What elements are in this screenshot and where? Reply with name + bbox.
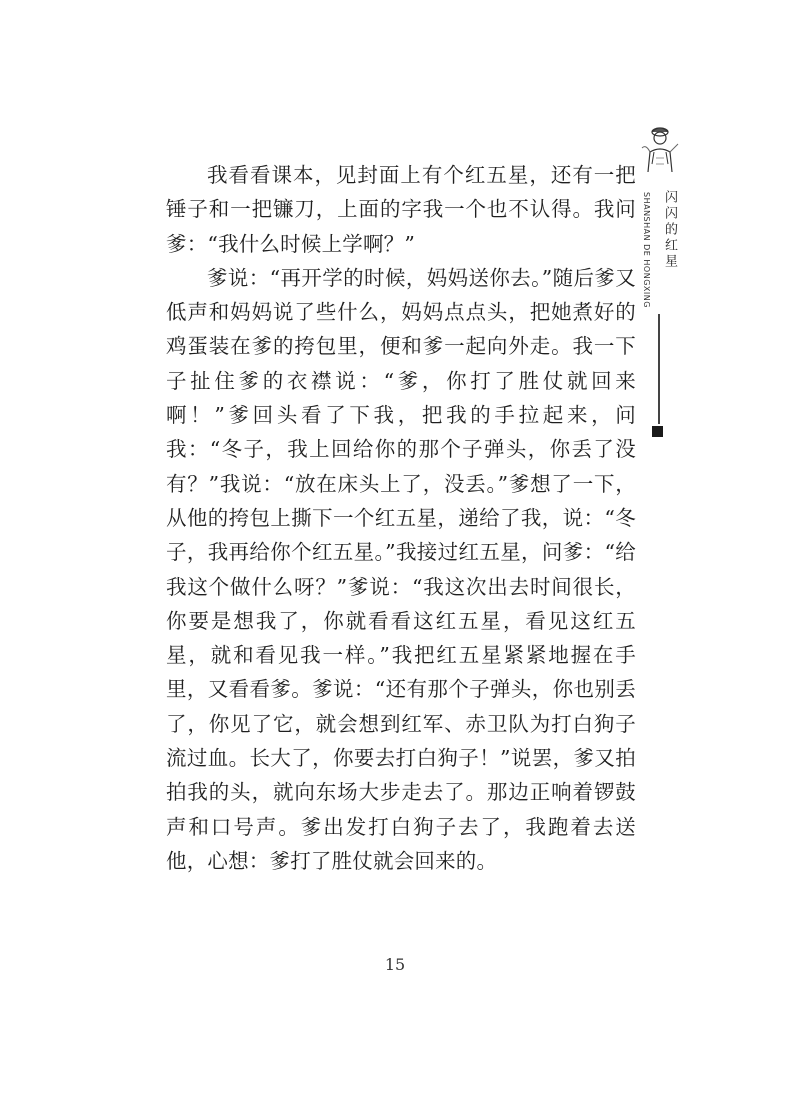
running-header-title: 闪闪的红星 xyxy=(662,190,677,270)
running-header xyxy=(638,118,682,328)
boy-with-cap-illustration-icon xyxy=(638,118,682,174)
paragraph-2: 爹说：“再开学的时候，妈妈送你去。”随后爹又低声和妈妈说了些什么，妈妈点点头，把她煮好的鸡蛋装在爹的挎包里，便和爹一起向外走。我一下子扯住爹的衣襟说：“爹，你打了胜仗就回来啊！”爹回头看了下我，把我的手拉起来，问我：“冬子，我上回给你的那个子弹头，你丢了没有？”我说：“放在床头上了，没丢。”爹想了一下，从他的挎包上撕下一个红五星，递给了我，说：“冬子，我再给你个红五星。”我接过红五星，问爹：“给我这个做什么呀？”爹说：“我这次出去时间很长，你要是想我了，你就看看这红五星，看见这红五星，就和看见我一样。”我把红五星紧紧地握在手里，又看看爹。爹说：“还有那个子弹头，你也别丢了，你见了它，就会想到红军、赤卫队为打白狗子流过血。长大了，你要去打白狗子！”说罢，爹又拍拍我的头，就向东场大步走去了。那边正响着锣鼓声和口号声。爹出发打白狗子去了，我跑着去送他，心想：爹打了胜仗就会回来的。 xyxy=(166,265,636,873)
running-header-pinyin: SHANSHAN DE HONGXING xyxy=(642,192,651,308)
page-number: 15 xyxy=(384,955,406,974)
body-text xyxy=(166,158,636,878)
running-header-block-mark xyxy=(652,426,663,437)
running-header-rule xyxy=(658,314,660,424)
paragraph-1: 我看看课本，见封面上有个红五星，还有一把锤子和一把镰刀，上面的字我一个也不认得。我问爹：“我什么时候上学啊？” xyxy=(166,163,636,256)
